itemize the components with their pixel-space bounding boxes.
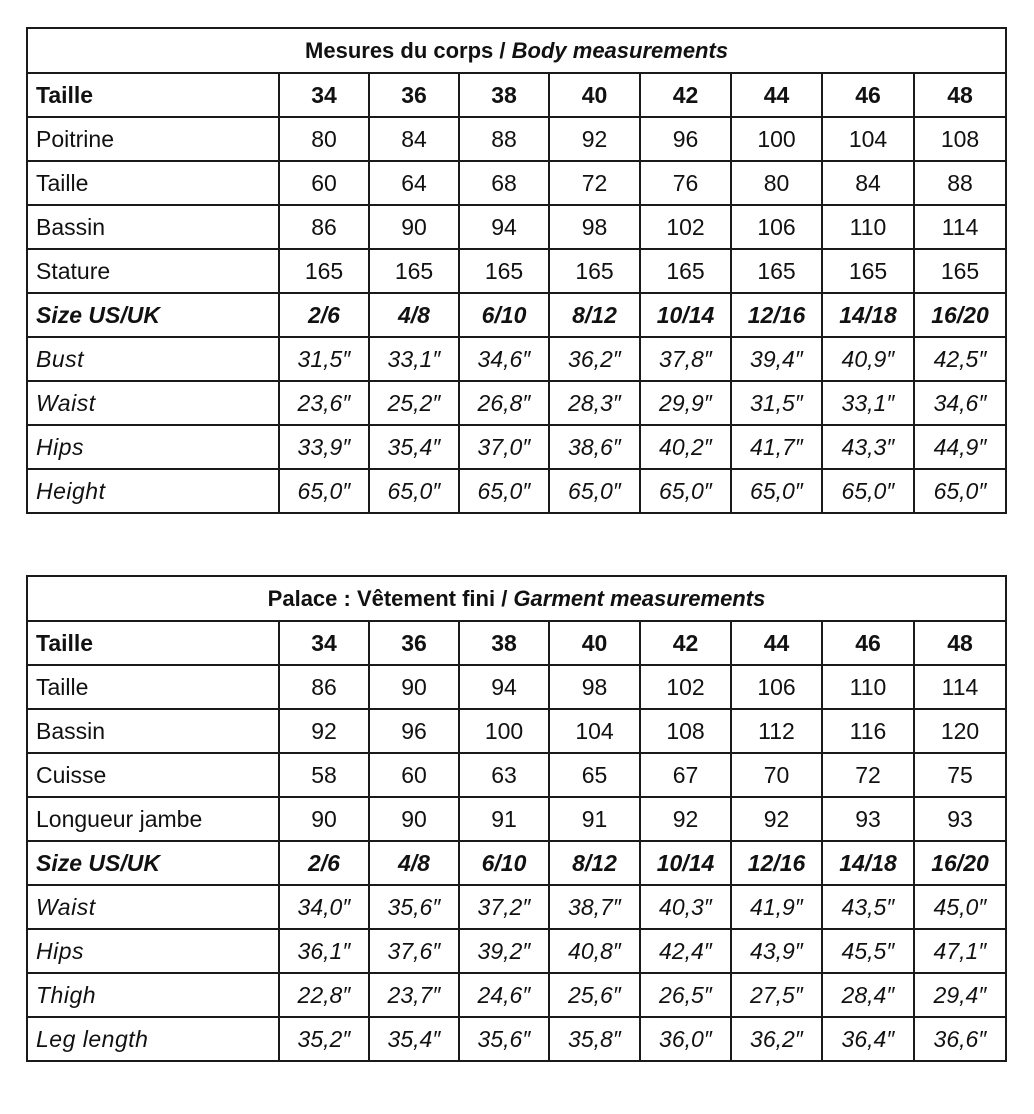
table-cell: 41,7″ xyxy=(731,425,822,469)
table-cell: 68 xyxy=(459,161,549,205)
table-cell: 28,3″ xyxy=(549,381,640,425)
table-cell: 36,2″ xyxy=(731,1017,822,1061)
table-cell: 8/12 xyxy=(549,293,640,337)
table-cell: 37,8″ xyxy=(640,337,731,381)
table-cell: 27,5″ xyxy=(731,973,822,1017)
table-cell: 8/12 xyxy=(549,841,640,885)
table-cell: 104 xyxy=(549,709,640,753)
table-cell: 58 xyxy=(279,753,369,797)
table-cell: 34,0″ xyxy=(279,885,369,929)
table-cell: 72 xyxy=(822,753,914,797)
table-cell: 10/14 xyxy=(640,841,731,885)
size-us-uk-header-row xyxy=(27,841,1006,885)
table-cell: 10/14 xyxy=(640,293,731,337)
table-cell: 16/20 xyxy=(914,293,1006,337)
table-cell: 28,4″ xyxy=(822,973,914,1017)
row-label: Hips xyxy=(27,929,279,973)
table-cell: 35,2″ xyxy=(279,1017,369,1061)
table-cell: 98 xyxy=(549,205,640,249)
table-row xyxy=(27,797,1006,841)
table-cell: 43,9″ xyxy=(731,929,822,973)
table-cell: 33,1″ xyxy=(822,381,914,425)
table-cell: 45,0″ xyxy=(914,885,1006,929)
table-cell: 86 xyxy=(279,205,369,249)
table-title-en: Body measurements xyxy=(511,37,729,63)
table-cell: 38 xyxy=(459,621,549,665)
table-cell: 42,5″ xyxy=(914,337,1006,381)
table-cell: 64 xyxy=(369,161,459,205)
table-cell: 29,9″ xyxy=(640,381,731,425)
table-cell: 35,4″ xyxy=(369,425,459,469)
table-cell: 108 xyxy=(640,709,731,753)
table-cell: 65,0″ xyxy=(279,469,369,513)
table-cell: 67 xyxy=(640,753,731,797)
table-cell: 2/6 xyxy=(279,293,369,337)
table-cell: 6/10 xyxy=(459,293,549,337)
table-cell: 65,0″ xyxy=(369,469,459,513)
table-cell: 165 xyxy=(640,249,731,293)
table-cell: 40,2″ xyxy=(640,425,731,469)
table-cell: 100 xyxy=(459,709,549,753)
table-cell: 26,8″ xyxy=(459,381,549,425)
table-row xyxy=(27,381,1006,425)
table-title-en: Garment measurements xyxy=(513,585,766,611)
table-cell: 36,1″ xyxy=(279,929,369,973)
table-cell: 44 xyxy=(731,621,822,665)
table-cell: 23,7″ xyxy=(369,973,459,1017)
table-cell: 96 xyxy=(369,709,459,753)
table-cell: 40,3″ xyxy=(640,885,731,929)
table-cell: 63 xyxy=(459,753,549,797)
size-header-row xyxy=(27,73,1006,117)
table-cell: 34,6″ xyxy=(459,337,549,381)
table-cell: 165 xyxy=(459,249,549,293)
table-cell: 36,2″ xyxy=(549,337,640,381)
table-row xyxy=(27,753,1006,797)
size-header-row xyxy=(27,621,1006,665)
table-cell: 25,2″ xyxy=(369,381,459,425)
table-cell: 90 xyxy=(369,797,459,841)
table-cell: 114 xyxy=(914,665,1006,709)
table-cell: 48 xyxy=(914,621,1006,665)
table-cell: 12/16 xyxy=(731,293,822,337)
table-cell: 42 xyxy=(640,73,731,117)
table-cell: 43,5″ xyxy=(822,885,914,929)
table-cell: 60 xyxy=(279,161,369,205)
table-cell: 80 xyxy=(279,117,369,161)
row-label: Waist xyxy=(27,885,279,929)
table-cell: 94 xyxy=(459,205,549,249)
table-cell: 48 xyxy=(914,73,1006,117)
table-cell: 14/18 xyxy=(822,293,914,337)
row-label: Taille xyxy=(27,621,279,665)
table-cell: 38 xyxy=(459,73,549,117)
row-label: Height xyxy=(27,469,279,513)
table-cell: 31,5″ xyxy=(731,381,822,425)
table-row xyxy=(27,973,1006,1017)
table-cell: 86 xyxy=(279,665,369,709)
table-cell: 38,7″ xyxy=(549,885,640,929)
table-cell: 106 xyxy=(731,665,822,709)
table-cell: 65 xyxy=(549,753,640,797)
table-cell: 165 xyxy=(914,249,1006,293)
table-cell: 31,5″ xyxy=(279,337,369,381)
table-cell: 100 xyxy=(731,117,822,161)
table-cell: 60 xyxy=(369,753,459,797)
table-cell: 26,5″ xyxy=(640,973,731,1017)
table-cell: 91 xyxy=(549,797,640,841)
table-cell: 90 xyxy=(369,205,459,249)
row-label: Size US/UK xyxy=(27,293,279,337)
table-cell: 44,9″ xyxy=(914,425,1006,469)
table-cell: 104 xyxy=(822,117,914,161)
row-label: Longueur jambe xyxy=(27,797,279,841)
table-cell: 65,0″ xyxy=(822,469,914,513)
table-cell: 165 xyxy=(731,249,822,293)
table-cell: 165 xyxy=(549,249,640,293)
table-cell: 65,0″ xyxy=(459,469,549,513)
table-cell: 33,9″ xyxy=(279,425,369,469)
table-row xyxy=(27,117,1006,161)
table-cell: 39,2″ xyxy=(459,929,549,973)
table-cell: 2/6 xyxy=(279,841,369,885)
table-title xyxy=(27,576,1006,621)
table-row xyxy=(27,709,1006,753)
row-label: Waist xyxy=(27,381,279,425)
table-cell: 16/20 xyxy=(914,841,1006,885)
table-cell: 92 xyxy=(640,797,731,841)
table-cell: 36 xyxy=(369,621,459,665)
table-cell: 45,5″ xyxy=(822,929,914,973)
table-row xyxy=(27,425,1006,469)
table-row xyxy=(27,1017,1006,1061)
table-cell: 42 xyxy=(640,621,731,665)
size-us-uk-header-row xyxy=(27,293,1006,337)
table-cell: 4/8 xyxy=(369,293,459,337)
table-cell: 120 xyxy=(914,709,1006,753)
table-cell: 65,0″ xyxy=(549,469,640,513)
table-cell: 46 xyxy=(822,621,914,665)
table-cell: 4/8 xyxy=(369,841,459,885)
table-cell: 65,0″ xyxy=(640,469,731,513)
table-cell: 40 xyxy=(549,621,640,665)
table-cell: 92 xyxy=(731,797,822,841)
table-cell: 36 xyxy=(369,73,459,117)
table-cell: 37,6″ xyxy=(369,929,459,973)
row-label: Poitrine xyxy=(27,117,279,161)
table-cell: 34,6″ xyxy=(914,381,1006,425)
table-cell: 108 xyxy=(914,117,1006,161)
table-cell: 93 xyxy=(914,797,1006,841)
row-label: Taille xyxy=(27,161,279,205)
table-cell: 165 xyxy=(822,249,914,293)
table-title-fr: Mesures du corps / xyxy=(305,37,512,63)
table-cell: 72 xyxy=(549,161,640,205)
table-cell: 116 xyxy=(822,709,914,753)
table-cell: 34 xyxy=(279,73,369,117)
table-cell: 75 xyxy=(914,753,1006,797)
table-cell: 43,3″ xyxy=(822,425,914,469)
table-row xyxy=(27,885,1006,929)
row-label: Hips xyxy=(27,425,279,469)
table-cell: 33,1″ xyxy=(369,337,459,381)
table-row xyxy=(27,929,1006,973)
table-cell: 91 xyxy=(459,797,549,841)
row-label: Stature xyxy=(27,249,279,293)
table-cell: 36,0″ xyxy=(640,1017,731,1061)
table-cell: 14/18 xyxy=(822,841,914,885)
body-measurements-table xyxy=(26,27,1007,514)
table-cell: 22,8″ xyxy=(279,973,369,1017)
table-cell: 106 xyxy=(731,205,822,249)
table-cell: 96 xyxy=(640,117,731,161)
table-cell: 24,6″ xyxy=(459,973,549,1017)
table-cell: 35,4″ xyxy=(369,1017,459,1061)
table-cell: 41,9″ xyxy=(731,885,822,929)
table-cell: 37,0″ xyxy=(459,425,549,469)
row-label: Taille xyxy=(27,73,279,117)
table-cell: 80 xyxy=(731,161,822,205)
table-row xyxy=(27,249,1006,293)
table-cell: 114 xyxy=(914,205,1006,249)
table-cell: 12/16 xyxy=(731,841,822,885)
table-cell: 40 xyxy=(549,73,640,117)
table-row xyxy=(27,469,1006,513)
table-row xyxy=(27,665,1006,709)
table-cell: 165 xyxy=(369,249,459,293)
table-cell: 35,6″ xyxy=(459,1017,549,1061)
table-cell: 84 xyxy=(822,161,914,205)
table-title-fr: Palace : Vêtement fini / xyxy=(267,585,514,611)
table-cell: 90 xyxy=(279,797,369,841)
table-title-row xyxy=(27,28,1006,73)
table-cell: 76 xyxy=(640,161,731,205)
table-cell: 88 xyxy=(914,161,1006,205)
table-cell: 39,4″ xyxy=(731,337,822,381)
table-cell: 92 xyxy=(279,709,369,753)
row-label: Cuisse xyxy=(27,753,279,797)
table-cell: 38,6″ xyxy=(549,425,640,469)
table-row xyxy=(27,337,1006,381)
table-cell: 102 xyxy=(640,665,731,709)
table-cell: 110 xyxy=(822,205,914,249)
table-title-row xyxy=(27,576,1006,621)
table-cell: 36,6″ xyxy=(914,1017,1006,1061)
row-label: Bassin xyxy=(27,709,279,753)
row-label: Bassin xyxy=(27,205,279,249)
table-cell: 6/10 xyxy=(459,841,549,885)
table-cell: 65,0″ xyxy=(914,469,1006,513)
row-label: Leg length xyxy=(27,1017,279,1061)
table-cell: 98 xyxy=(549,665,640,709)
row-label: Bust xyxy=(27,337,279,381)
table-cell: 46 xyxy=(822,73,914,117)
table-cell: 35,6″ xyxy=(369,885,459,929)
garment-measurements-table xyxy=(26,575,1007,1062)
table-cell: 44 xyxy=(731,73,822,117)
table-cell: 102 xyxy=(640,205,731,249)
table-cell: 25,6″ xyxy=(549,973,640,1017)
table-cell: 90 xyxy=(369,665,459,709)
table-row xyxy=(27,161,1006,205)
table-cell: 40,9″ xyxy=(822,337,914,381)
table-cell: 29,4″ xyxy=(914,973,1006,1017)
table-cell: 92 xyxy=(549,117,640,161)
row-label: Thigh xyxy=(27,973,279,1017)
table-cell: 35,8″ xyxy=(549,1017,640,1061)
table-row xyxy=(27,205,1006,249)
table-cell: 42,4″ xyxy=(640,929,731,973)
table-cell: 94 xyxy=(459,665,549,709)
table-title xyxy=(27,28,1006,73)
table-cell: 110 xyxy=(822,665,914,709)
table-cell: 93 xyxy=(822,797,914,841)
table-cell: 37,2″ xyxy=(459,885,549,929)
table-cell: 40,8″ xyxy=(549,929,640,973)
row-label: Taille xyxy=(27,665,279,709)
table-cell: 165 xyxy=(279,249,369,293)
table-cell: 65,0″ xyxy=(731,469,822,513)
table-cell: 36,4″ xyxy=(822,1017,914,1061)
table-cell: 84 xyxy=(369,117,459,161)
table-cell: 47,1″ xyxy=(914,929,1006,973)
table-cell: 34 xyxy=(279,621,369,665)
table-cell: 23,6″ xyxy=(279,381,369,425)
table-cell: 112 xyxy=(731,709,822,753)
table-cell: 70 xyxy=(731,753,822,797)
row-label: Size US/UK xyxy=(27,841,279,885)
table-cell: 88 xyxy=(459,117,549,161)
